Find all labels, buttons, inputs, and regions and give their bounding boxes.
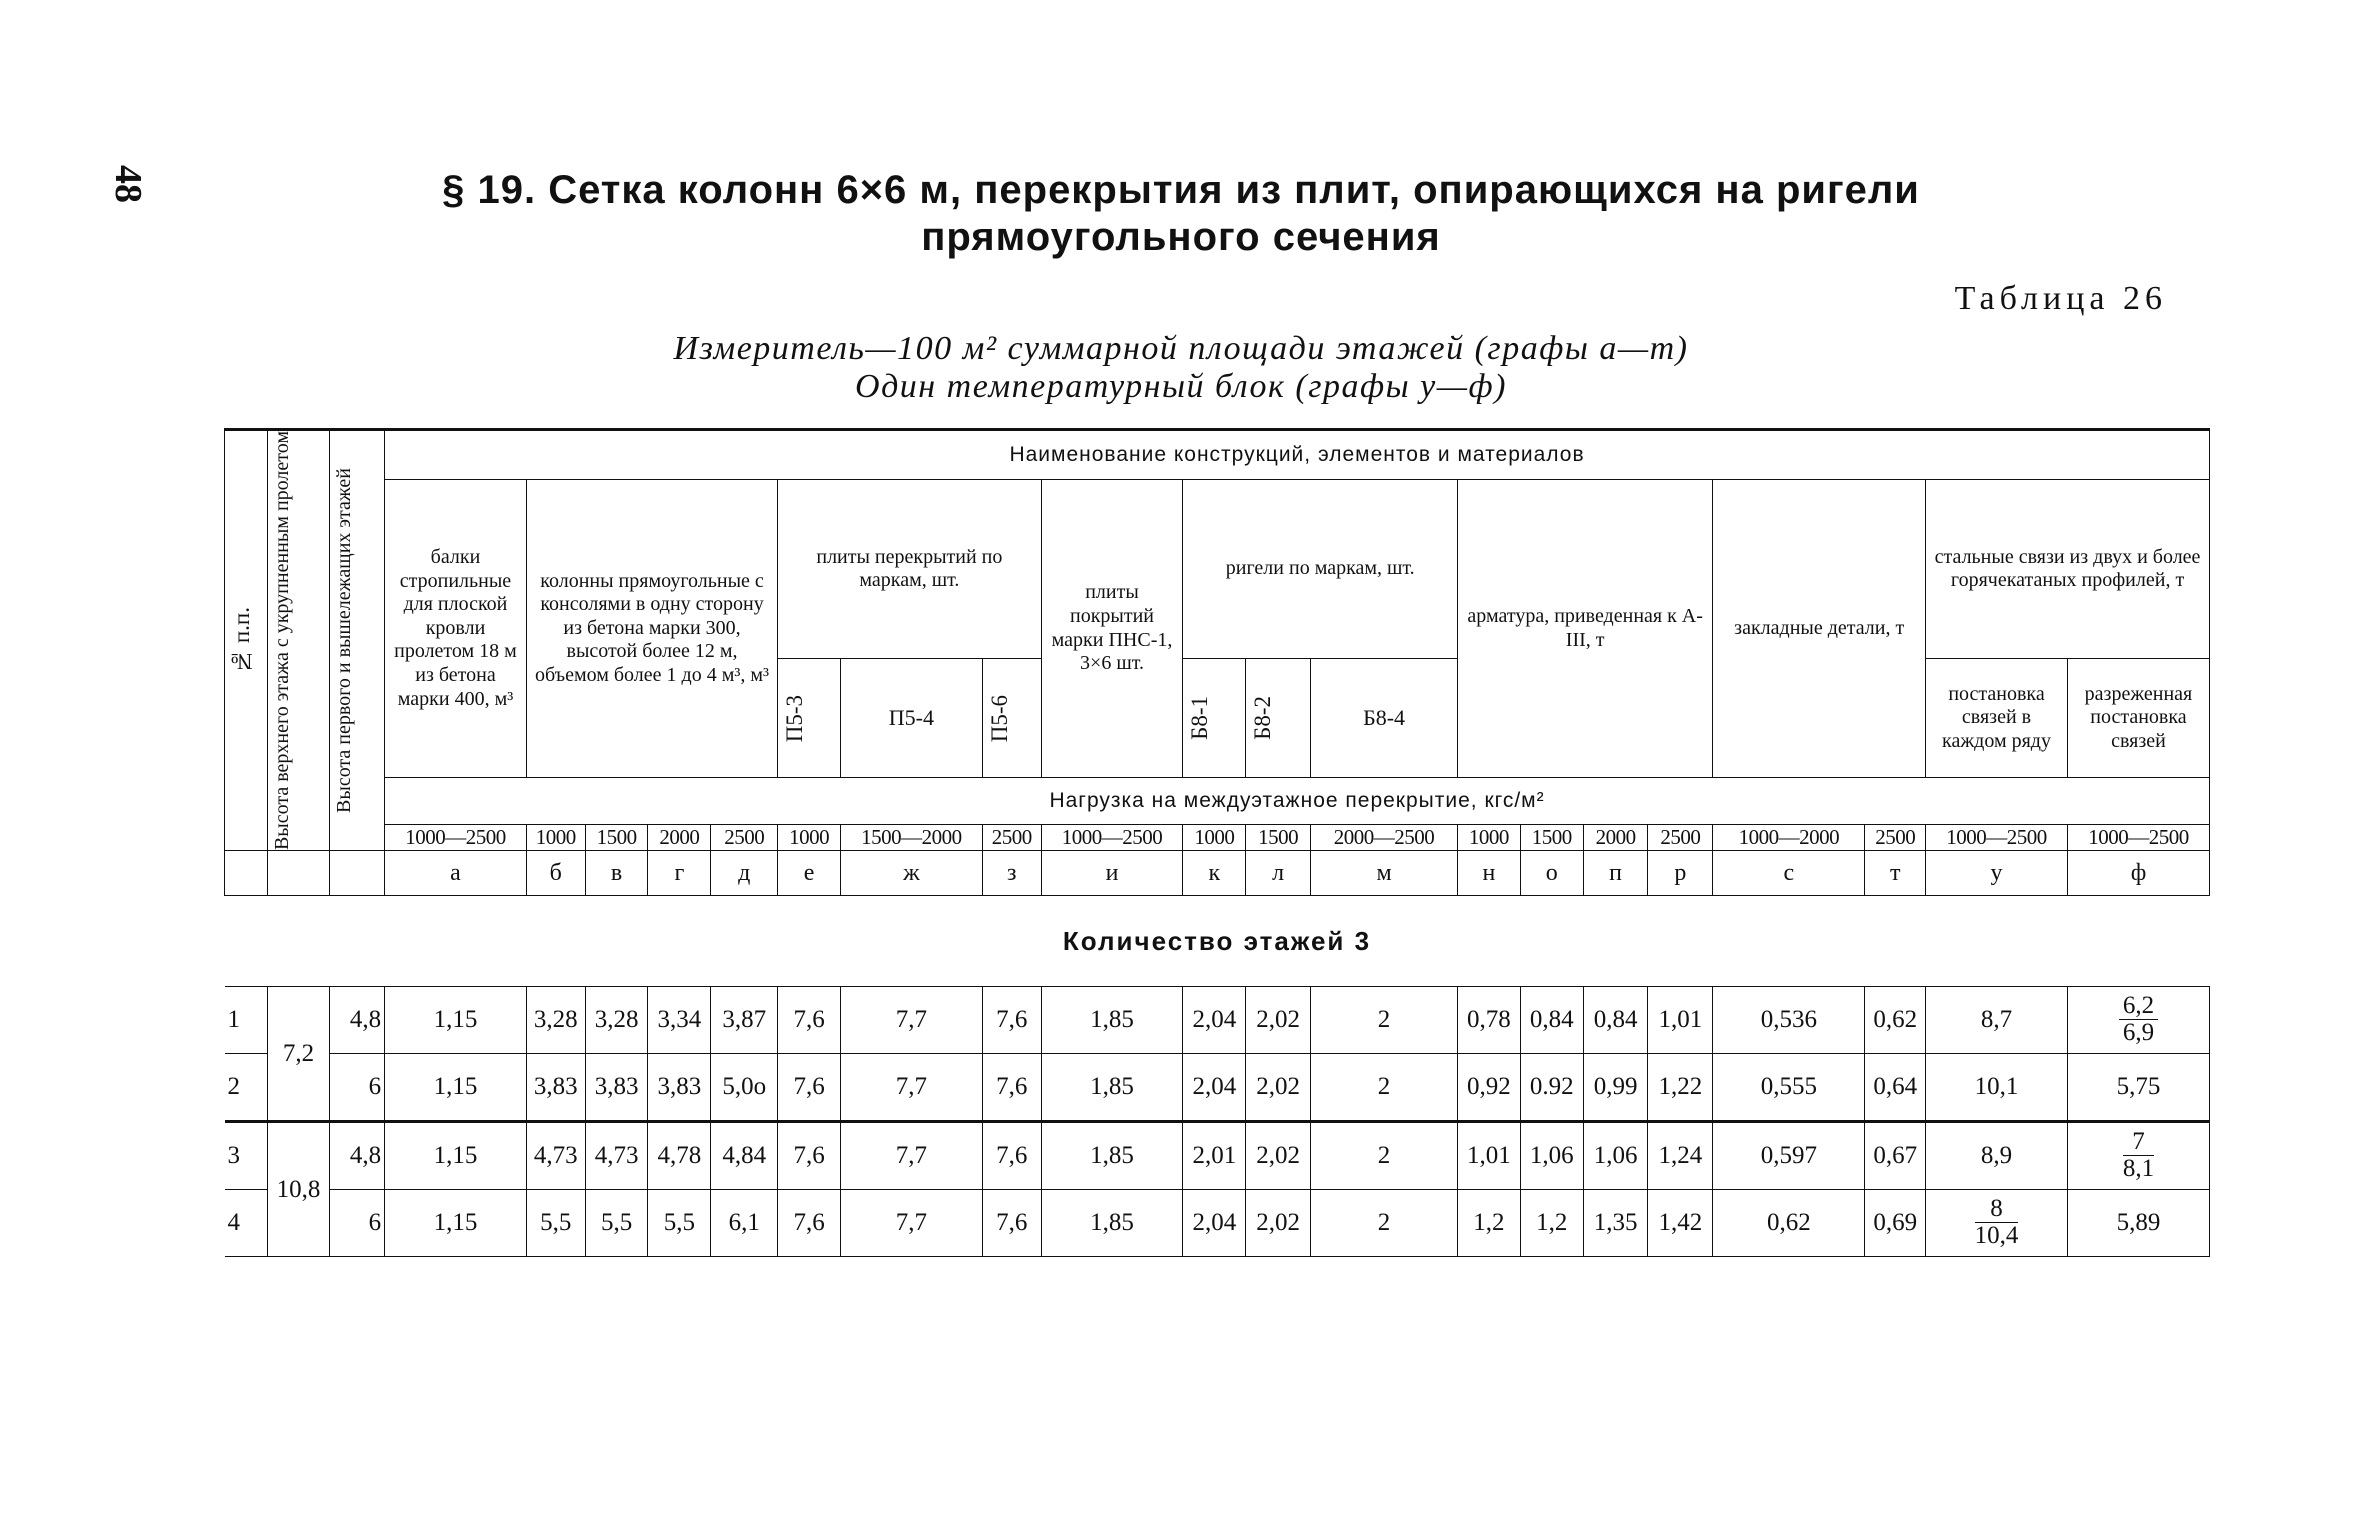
cell: 1,01 (1648, 987, 1713, 1054)
cell: 0,92 (1458, 1054, 1521, 1122)
cell: 10,1 (1926, 1054, 2068, 1122)
table-row (225, 987, 2210, 1054)
slab-p56-header: П5-6 (982, 659, 1041, 778)
floor-height: 4,8 (330, 987, 385, 1054)
cell: 5,5 (526, 1190, 585, 1257)
column-letter: к (1183, 851, 1246, 896)
cell: 1,2 (1458, 1190, 1521, 1257)
column-letter: б (526, 851, 585, 896)
load-value: 1000 (778, 825, 841, 851)
cell: 0,84 (1583, 987, 1648, 1054)
cell: 4,84 (711, 1122, 778, 1190)
naming-header: Наименование конструкций, элементов и материалов (385, 430, 2210, 480)
cell: 0,78 (1458, 987, 1521, 1054)
cell: 3,87 (711, 987, 778, 1054)
floor-height: 6 (330, 1054, 385, 1122)
slab-p54-header: П5-4 (840, 659, 982, 778)
cell: 7,6 (982, 1054, 1041, 1122)
cell: 2,04 (1183, 1190, 1246, 1257)
cell: 1,06 (1583, 1122, 1648, 1190)
cell: 5,5 (648, 1190, 711, 1257)
cell: 2 (1311, 1122, 1458, 1190)
cell: 5,89 (2067, 1190, 2209, 1257)
cell: 2,04 (1183, 987, 1246, 1054)
load-value: 1000—2000 (1713, 825, 1865, 851)
cell: 2,02 (1246, 1054, 1311, 1122)
cell: 0,555 (1713, 1054, 1865, 1122)
column-letter: е (778, 851, 841, 896)
column-letter: т (1865, 851, 1926, 896)
floor-height: 6 (330, 1190, 385, 1257)
column-letter: р (1648, 851, 1713, 896)
cell: 6,1 (711, 1190, 778, 1257)
load-value: 2500 (711, 825, 778, 851)
spacer (267, 851, 330, 896)
cell: 8,7 (1926, 987, 2068, 1054)
load-value: 1500—2000 (840, 825, 982, 851)
load-value: 1500 (1246, 825, 1311, 851)
load-value: 1000 (1183, 825, 1246, 851)
ties-sparse-header: разреженная постановка связей (2067, 659, 2209, 778)
cell: 7,6 (982, 1190, 1041, 1257)
section-title-line2: прямоугольного сечения (921, 215, 1441, 259)
fraction-cell: $\frac{8}{10,4}$ (1926, 1190, 2068, 1257)
cell: 1,01 (1458, 1122, 1521, 1190)
cell: 1,35 (1583, 1190, 1648, 1257)
column-letter: л (1246, 851, 1311, 896)
column-letter: у (1926, 851, 2068, 896)
cell: 8,9 (1926, 1122, 2068, 1190)
cell: 2 (1311, 987, 1458, 1054)
girder-b81-header: Б8-1 (1183, 659, 1246, 778)
cell: 0,536 (1713, 987, 1865, 1054)
cell: 1,24 (1648, 1122, 1713, 1190)
load-value: 2000 (1583, 825, 1648, 851)
cell: 0,67 (1865, 1122, 1926, 1190)
column-letter: ж (840, 851, 982, 896)
cell: 7,6 (778, 1190, 841, 1257)
ties-each-row-header: постановка связей в каждом ряду (1926, 659, 2068, 778)
cell: 1,15 (385, 1122, 527, 1190)
spacer (330, 851, 385, 896)
cell: 2 (1311, 1054, 1458, 1122)
cell: 1,85 (1041, 1122, 1183, 1190)
floor-height: 4,8 (330, 1122, 385, 1190)
beams-header: балки стропильные для плоской кровли пролетом 18 м из бетона марки 400, м³ (385, 480, 527, 778)
section-floors-3: Количество этажей 3 (1062, 925, 1372, 956)
column-letter: а (385, 851, 527, 896)
load-value: 2500 (1865, 825, 1926, 851)
cell: 7,7 (840, 1054, 982, 1122)
cell: 2,02 (1246, 987, 1311, 1054)
cell: 3,34 (648, 987, 711, 1054)
load-value: 2500 (982, 825, 1041, 851)
cell: 4,73 (526, 1122, 585, 1190)
cell: 7,6 (778, 1122, 841, 1190)
girders-header: ригели по маркам, шт. (1183, 480, 1458, 659)
column-letter: о (1520, 851, 1583, 896)
column-letter: ф (2067, 851, 2209, 896)
load-value: 1000 (526, 825, 585, 851)
cell: 1,15 (385, 1054, 527, 1122)
cell: 1,85 (1041, 1190, 1183, 1257)
cell: 3,83 (648, 1054, 711, 1122)
load-value: 1000 (1458, 825, 1521, 851)
load-value: 1000—2500 (1041, 825, 1183, 851)
cell: 2 (1311, 1190, 1458, 1257)
cell: 7,7 (840, 1190, 982, 1257)
spacer (225, 851, 268, 896)
cell: 0,99 (1583, 1054, 1648, 1122)
cell: 5,5 (585, 1190, 648, 1257)
section-title: § 19. Сетка колонн 6×6 м, перекрытия из плит, опирающихся на ригели (442, 168, 1920, 212)
cell: 1,22 (1648, 1054, 1713, 1122)
cell: 0,69 (1865, 1190, 1926, 1257)
slab-p53-header: П5-3 (778, 659, 841, 778)
col-top-height-header: Высота верхнего этажа с укрупненным пролетом (267, 430, 330, 851)
girder-b82-header: Б8-2 (1246, 659, 1311, 778)
load-value: 2000—2500 (1311, 825, 1458, 851)
slabs-header: плиты перекрытий по маркам, шт. (778, 480, 1041, 659)
row-number: 3 (225, 1122, 268, 1190)
top-height: 7,2 (267, 987, 330, 1122)
cell: 3,28 (585, 987, 648, 1054)
cell: 2,04 (1183, 1054, 1246, 1122)
cell: 1,42 (1648, 1190, 1713, 1257)
col-first-height-header: Высота первого и вышележащих этажей (330, 430, 385, 851)
roof-slabs-header: плиты покрытий марки ПНС-1, 3×6 шт. (1041, 480, 1183, 778)
data-table (224, 428, 2210, 1257)
load-value: 1000—2500 (2067, 825, 2209, 851)
cell: 0,84 (1520, 987, 1583, 1054)
cell: 0,64 (1865, 1054, 1926, 1122)
cell: 3,83 (526, 1054, 585, 1122)
load-value: 2500 (1648, 825, 1713, 851)
cell: 7,7 (840, 1122, 982, 1190)
cell: 4,78 (648, 1122, 711, 1190)
column-letter: д (711, 851, 778, 896)
column-letter: м (1311, 851, 1458, 896)
cell: 0,62 (1865, 987, 1926, 1054)
cell: 5,0о (711, 1054, 778, 1122)
table-row (225, 1122, 2210, 1190)
table-row (225, 1190, 2210, 1257)
cell: 0.92 (1520, 1054, 1583, 1122)
page-number: 48 (107, 165, 149, 203)
column-letter: з (982, 851, 1041, 896)
cell: 2,02 (1246, 1190, 1311, 1257)
column-letter: н (1458, 851, 1521, 896)
cell: 5,75 (2067, 1054, 2209, 1122)
rebar-header: арматура, приведенная к А-III, т (1458, 480, 1713, 778)
measure-unit-line2: Один температурный блок (графы у—ф) (855, 368, 1507, 405)
row-number: 1 (225, 987, 268, 1054)
cell: 2,01 (1183, 1122, 1246, 1190)
col-np-header: № п.п. (225, 430, 268, 851)
cell: 7,7 (840, 987, 982, 1054)
load-value: 1500 (585, 825, 648, 851)
column-letter: с (1713, 851, 1865, 896)
cell: 1,15 (385, 987, 527, 1054)
cell: 7,6 (778, 987, 841, 1054)
cell: 7,6 (982, 1122, 1041, 1190)
column-letter: и (1041, 851, 1183, 896)
cell: 3,28 (526, 987, 585, 1054)
girder-b84-header: Б8-4 (1311, 659, 1458, 778)
cell: 1,2 (1520, 1190, 1583, 1257)
cell: 2,02 (1246, 1122, 1311, 1190)
column-letter: в (585, 851, 648, 896)
cell: 4,73 (585, 1122, 648, 1190)
load-value: 1000—2500 (385, 825, 527, 851)
steel-ties-header: стальные связи из двух и более горячекатаных профилей, т (1926, 480, 2210, 659)
cell: 1,85 (1041, 1054, 1183, 1122)
load-value: 1000—2500 (1926, 825, 2068, 851)
load-value: 2000 (648, 825, 711, 851)
row-number: 2 (225, 1054, 268, 1122)
fraction-cell: $\frac{7}{8,1}$ (2067, 1122, 2209, 1190)
cell: 0,597 (1713, 1122, 1865, 1190)
cell: 1,15 (385, 1190, 527, 1257)
column-letter: п (1583, 851, 1648, 896)
cell: 7,6 (982, 987, 1041, 1054)
cell: 1,06 (1520, 1122, 1583, 1190)
cell: 0,62 (1713, 1190, 1865, 1257)
top-height: 10,8 (267, 1122, 330, 1257)
embedded-header: закладные детали, т (1713, 480, 1926, 778)
cell: 3,83 (585, 1054, 648, 1122)
measure-unit-line1: Измеритель—100 м² суммарной площади этажей (графы а—т) (673, 330, 1689, 367)
cell: 1,85 (1041, 987, 1183, 1054)
table-number: Таблица 26 (1954, 280, 2167, 317)
load-value: 1500 (1520, 825, 1583, 851)
cell: 7,6 (778, 1054, 841, 1122)
table-row (225, 1054, 2210, 1122)
load-header: Нагрузка на междуэтажное перекрытие, кгс/м² (385, 778, 2210, 825)
fraction-cell: $\frac{6,2}{6,9}$ (2067, 987, 2209, 1054)
columns-header: колонны прямоугольные с консолями в одну сторону из бетона марки 300, высотой более 12 м, объемом более 1 до 4 м³, м³ (526, 480, 777, 778)
row-number: 4 (225, 1190, 268, 1257)
column-letter: г (648, 851, 711, 896)
